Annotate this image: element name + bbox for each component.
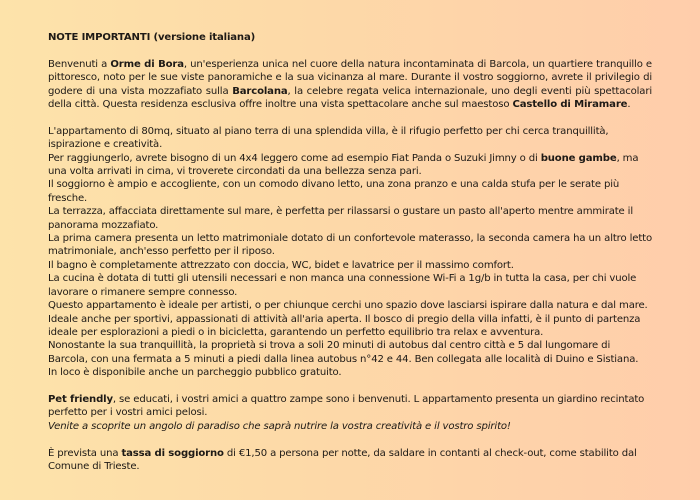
pets-tagline: Venite a scoprite un angolo di paradiso che saprà nutrire la vostra creatività e il vostro spirito!	[48, 420, 511, 432]
intro-text-2: , un'esperienza unica nel cuore della natura incontaminata di Barcola, un quartiere tranquillo e pittoresco, noto per le sue viste panoramiche e la sua vicinanza al mare. Durante il vostro soggiorno, avrete il privilegio di godere di una vista mozzafiato sulla	[48, 58, 652, 97]
tax-paragraph	[48, 447, 652, 474]
intro-paragraph	[48, 58, 652, 112]
property-name: Orme di Bora	[110, 58, 184, 70]
detail-bedrooms: La prima camera presenta un letto matrimoniale dotato di un confortevole materasso, la seconda camera ha un altro letto matrimoniale, anch'esso perfetto per il riposo.	[48, 233, 652, 258]
intro-text-3: , la celebre regata velica internazionale, uno degli eventi più spettacolari della città. Questa residenza esclusiva offre inoltre una vista spettacolare anche sul maestoso	[48, 85, 652, 111]
document-page	[48, 31, 652, 487]
intro-text-4: .	[627, 99, 631, 111]
document-title: NOTE IMPORTANTI (versione italiana)	[48, 32, 256, 43]
detail-parking: In loco è disponibile anche un parcheggio pubblico gratuito.	[48, 367, 342, 379]
castle-highlight: Castello di Miramare	[512, 99, 628, 111]
intro-text-1: Benvenuti a	[48, 58, 111, 70]
detail-access-text-1: Per raggiungerlo, avrete bisogno di un 4x4 leggero come ad esempio Fiat Panda o Suzuki Jimny o di	[48, 152, 541, 164]
detail-kitchen: La cucina è dotata di tutti gli utensili necessari e non manca una connessione Wi-Fi a 1g/b in tutta la casa, per chi vuole lavorare o rimanere sempre connesso.	[48, 273, 637, 298]
tax-highlight: tassa di soggiorno	[121, 447, 224, 459]
pets-paragraph	[48, 393, 652, 433]
detail-living-room: Il soggiorno è ampio e accogliente, con un comodo divano letto, una zona pranzo e una calda stufa per le serate più fresche.	[48, 179, 620, 204]
detail-location: Nonostante la sua tranquillità, la proprietà si trova a soli 20 minuti di autobus dal centro città e 5 dal lungomare di Barcola, con una fermata a 5 minuti a piedi dalla linea autobus n°42 e 44. Ben collegata alle località di Duino e Sistiana.	[48, 340, 639, 365]
pets-text-1: , se educati, i vostri amici a quattro zampe sono i benvenuti. L appartamento presenta un giardino recintato perfetto per i vostri amici pelosi.	[48, 393, 645, 419]
pet-friendly-highlight: Pet friendly	[48, 393, 113, 405]
detail-bathroom: Il bagno è completamente attrezzato con doccia, WC, bidet e lavatrice per il massimo comfort.	[48, 259, 514, 271]
tax-text-2: di €1,50 a persona per notte, da saldare in contanti al check-out, come stabilito dal Comune di Trieste.	[48, 447, 637, 472]
detail-artists: Questo appartamento è ideale per artisti, o per chiunque cerchi uno spazio dove lasciarsi ispirare dalla natura e dal mare.	[48, 300, 648, 312]
tax-text-1: È prevista una	[48, 447, 122, 459]
detail-access-highlight: buone gambe	[540, 152, 617, 164]
detail-sports: Ideale anche per sportivi, appassionati di attività all'aria aperta. Il bosco di pregio della villa infatti, è il punto di partenza ideale per esplorazioni a piedi o in bicicletta, garantendo un perfetto equilibrio tra relax e avventura.	[48, 313, 641, 338]
detail-terrace: La terrazza, affacciata direttamente sul mare, è perfetta per rilassarsi o gustare un pasto all'aperto mentre ammirate il panorama mozzafiato.	[48, 206, 633, 231]
barcolana-highlight: Barcolana	[232, 85, 288, 97]
detail-access	[48, 152, 652, 179]
detail-access-text-2: , ma una volta arrivati in cima, vi troverete circondati da una bellezza senza pari.	[48, 152, 639, 178]
detail-apartment: L'appartamento di 80mq, situato al piano terra di una splendida villa, è il rifugio perfetto per chi cerca tranquillità, ispirazione e creatività.	[48, 125, 609, 151]
details-paragraph	[48, 125, 652, 380]
pets-text	[48, 393, 652, 420]
